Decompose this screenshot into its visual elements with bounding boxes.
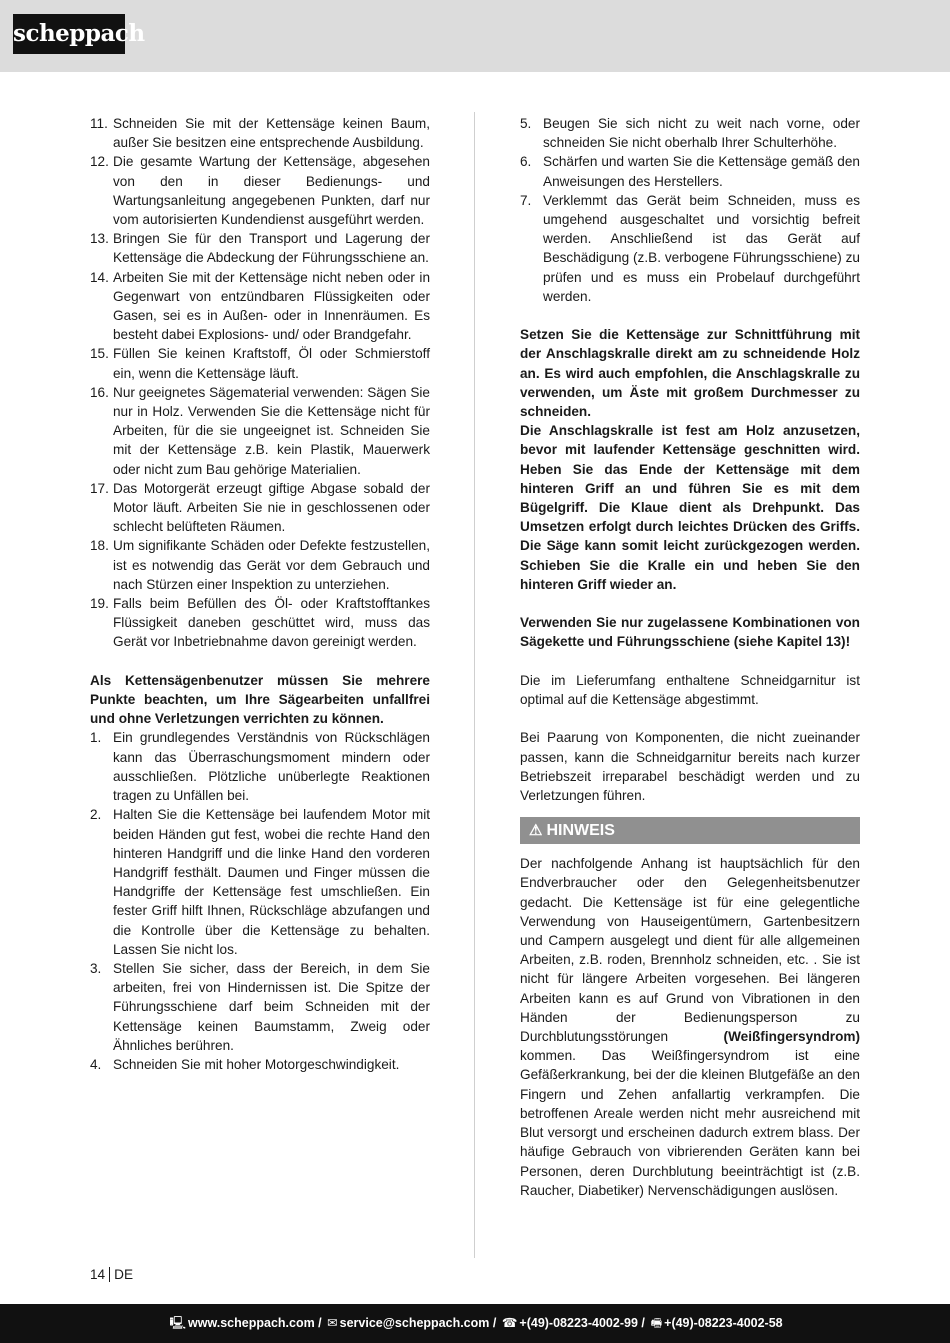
list-item — [520, 114, 860, 152]
page-number — [90, 1266, 133, 1284]
item-text: Verklemmt das Gerät beim Schneiden, muss es umgehend ausgeschaltet und vorsichtig befreit werden. Anschließend ist das Gerät auf Beschädigung (z.B. verbogene Führungsschiene) zu prüfen und es muss ein Probelauf durchgeführt werden. — [543, 192, 860, 304]
notice-heading — [520, 817, 860, 844]
item-text: Das Motorgerät erzeugt giftige Abgase sobald der Motor läuft. Arbeiten Sie nie in geschlossenen oder schlecht belüfteten Räumen. — [113, 480, 430, 535]
item-text: Schärfen und warten Sie die Kettensäge gemäß den Anweisungen des Herstellers. — [543, 154, 860, 189]
item-number: 7. — [520, 192, 532, 208]
list-item — [90, 344, 430, 382]
notice-title: HINWEIS — [546, 822, 615, 840]
item-number: 13. — [90, 231, 109, 247]
footer-phone: +(49)-08223-4002-99 / — [519, 1316, 645, 1330]
safety-list-a — [90, 114, 430, 652]
paragraph-components: Bei Paarung von Komponenten, die nicht zueinander passen, kann die Schneidgarnitur bereits nach kurzer Betriebszeit irreparabel beschädigt werden und zu Verletzungen führen. — [520, 730, 860, 804]
brand-logo: scheppach — [13, 14, 125, 54]
fax-icon: 🖷 — [650, 1316, 663, 1330]
item-text: Die gesamte Wartung der Kettensäge, abgesehen von den in dieser Bedienungs- und Wartungsanleitung angegebenen Punkten, darf nur vom autorisierten Kundendienst ausgeführt werden. — [113, 154, 430, 228]
phone-icon: ☎ — [501, 1316, 518, 1330]
item-number: 6. — [520, 154, 532, 170]
list-item — [90, 728, 430, 805]
item-number: 17. — [90, 480, 109, 496]
item-number: 16. — [90, 384, 109, 400]
list-item — [90, 805, 430, 959]
bold-intro: Als Kettensägenbenutzer müssen Sie mehrere Punkte beachten, um Ihre Sägearbeiten unfallfrei und ohne Verletzungen verrichten zu können. — [90, 672, 430, 727]
item-text: Arbeiten Sie mit der Kettensäge nicht neben oder in Gegenwart von entzündbaren Flüssigkeiten oder Gasen, sei es in Außen- oder in Innenräumen. Es besteht dabei Explosions- und/ oder Brandgefahr. — [113, 269, 430, 343]
item-number: 11. — [90, 116, 108, 131]
item-text: Um signifikante Schäden oder Defekte festzustellen, ist es notwendig das Gerät vor dem Gebrauch und nach Stürzen einer Inspektion zu unterziehen. — [113, 538, 430, 592]
spacer — [520, 652, 860, 671]
list-item — [90, 1055, 430, 1074]
item-number: 1. — [90, 730, 102, 746]
item-number: 18. — [90, 538, 109, 554]
footer-email[interactable]: service@scheppach.com / — [339, 1316, 497, 1330]
item-number: 4. — [90, 1056, 102, 1072]
notice-text — [520, 854, 860, 1200]
list-item — [520, 152, 860, 190]
item-text: Schneiden Sie mit der Kettensäge keinen Baum, außer Sie besitzen eine entsprechende Ausbildung. — [113, 116, 430, 151]
right-column — [520, 114, 860, 1200]
list-item — [90, 383, 430, 479]
bold-paragraph-combinations: Verwenden Sie nur zugelassene Kombinationen von Sägekette und Führungsschiene (siehe Kapitel 13)! — [520, 615, 860, 650]
list-item — [90, 959, 430, 1055]
language-code: DE — [114, 1267, 134, 1282]
spacer — [520, 709, 860, 728]
item-text: Beugen Sie sich nicht zu weit nach vorne, oder schneiden Sie nicht oberhalb Ihrer Schulterhöhe. — [543, 116, 860, 151]
bold-paragraph-claw: Setzen Sie die Kettensäge zur Schnittführung mit der Anschlagskralle direkt am zu schneidende Holz an. Es wird auch empfohlen, die Anschlagskralle zu verwenden, um Äste mit großem Durchmesser zu schneiden. — [520, 327, 860, 420]
item-text: Ein grundlegendes Verständnis von Rückschlägen kann das Überraschungsmoment mindern oder ausschließen. Plötzliche unüberlegte Reaktionen tragen zu Unfällen bei. — [113, 730, 430, 804]
page-number-value: 14 — [90, 1267, 106, 1282]
item-number: 14. — [90, 269, 109, 285]
item-text: Falls beim Befüllen des Öl- oder Kraftstofftankes Flüssigkeit daneben geschüttet wird, muss das Gerät vor Inbetriebnahme davon gereinigt werden. — [113, 596, 430, 650]
item-number: 2. — [90, 807, 102, 823]
computer-icon: 🖳 — [169, 1316, 187, 1330]
item-number: 3. — [90, 960, 102, 976]
warning-triangle-icon: ⚠ — [529, 822, 543, 840]
list-item — [90, 536, 430, 594]
safety-list-c — [520, 114, 860, 306]
item-number: 19. — [90, 596, 109, 612]
list-item — [90, 479, 430, 537]
notice-text-start: Der nachfolgende Anhang ist hauptsächlich für den Endverbraucher oder den Gelegenheitsbenutzer gedacht. Die Kettensäge ist für eine gelegentliche Verwendung von Hauseigentümern, Gartenbesitzern und Campern ausgelegt und dient für alle allgemeinen Arbeiten, z.B. roden, Brennholz schneiden, etc. . Sie ist nicht für längere Arbeiten vorgesehen. Bei längeren Arbeiten kann es auf Grund von Vibrationen in den Händen der Bedienungsperson zu Durchblutungsstörungen — [520, 856, 860, 1045]
spacer — [520, 594, 860, 613]
list-item — [90, 229, 430, 267]
page-number-separator — [109, 1267, 110, 1282]
page-header — [0, 0, 950, 72]
item-number: 12. — [90, 154, 109, 170]
column-divider — [474, 112, 475, 1258]
list-item — [520, 191, 860, 306]
spacer — [90, 652, 430, 671]
notice-text-end: kommen. Das Weißfingersyndrom ist eine Gefäßerkrankung, bei der die kleinen Blutgefäße an den Fingern und Zehen anfallartig verkrampfen. Die betroffenen Areale werden nicht mehr ausreichend mit Blut versorgt und erscheinen dadurch extrem blass. Der häufige Gebrauch von vibrierenden Geräten kann bei Personen, deren Durchblutung beeinträchtigt ist (z.B. Raucher, Diabetiker) Nervenschädigungen auslösen. — [520, 1048, 860, 1198]
bold-paragraph-claw-use: Die Anschlagskralle ist fest am Holz anzusetzen, bevor mit laufender Kettensäge geschnitten wird. Heben Sie das Ende der Kettensäge mit dem hinteren Griff an und führen Sie es mit dem Bügelgriff. Die Klaue dient als Drehpunkt. Das Umsetzen erfolgt durch leichtes Drücken des Griffs. Die Säge kann somit leicht zurückgezogen werden. Schieben Sie die Kralle ein und heben Sie den hinteren Griff wieder an. — [520, 423, 860, 592]
safety-list-b — [90, 728, 430, 1074]
item-text: Bringen Sie für den Transport und Lagerung der Kettensäge die Abdeckung der Führungsschiene an. — [113, 231, 430, 266]
email-icon: ✉ — [327, 1316, 338, 1330]
item-number: 5. — [520, 116, 532, 131]
item-text: Schneiden Sie mit hoher Motorgeschwindigkeit. — [113, 1056, 400, 1072]
page-footer — [0, 1304, 950, 1343]
item-text: Füllen Sie keinen Kraftstoff, Öl oder Schmierstoff ein, wenn die Kettensäge läuft. — [113, 346, 430, 381]
paragraph-cutting-set: Die im Lieferumfang enthaltene Schneidgarnitur ist optimal auf die Kettensäge abgestimmt. — [520, 672, 860, 708]
item-text: Stellen Sie sicher, dass der Bereich, in dem Sie arbeiten, frei von Hindernissen ist. Die Spitze der Führungsschiene darf beim Schneiden mit der Kettensäge keinen Baumstamm, Zweig oder Ähnliches berühren. — [113, 960, 430, 1053]
list-item — [90, 268, 430, 345]
item-text: Halten Sie die Kettensäge bei laufendem Motor mit beiden Händen gut fest, wobei die rechte Hand den hinteren Handgriff und die linke Hand den vorderen Handgriff festhält. Daumen und Finger müssen die Handgriffe der Kettensäge fest umschließen. Ein fester Griff hilft Ihnen, Rückschläge abzufangen und die Kontrolle über die Kettensäge zu behalten. Lassen Sie nicht los. — [113, 807, 430, 957]
item-text: Nur geeignetes Sägematerial verwenden: Sägen Sie nur in Holz. Verwenden Sie die Kettensäge nicht für Arbeiten, für die sie ungeeignet ist. Schneiden Sie mit der Kettensäge z.B. kein Plastik, Mauerwerk oder nicht zum Bau gehörige Materialien. — [113, 384, 430, 477]
footer-website[interactable]: www.scheppach.com / — [188, 1316, 322, 1330]
list-item — [90, 594, 430, 652]
left-column — [90, 114, 430, 1074]
spacer — [520, 306, 860, 325]
footer-fax: +(49)-08223-4002-58 — [664, 1316, 783, 1330]
list-item — [90, 152, 430, 229]
item-number: 15. — [90, 346, 109, 362]
notice-text-bold: (Weißfingersyndrom) — [723, 1029, 860, 1045]
list-item — [90, 114, 430, 152]
